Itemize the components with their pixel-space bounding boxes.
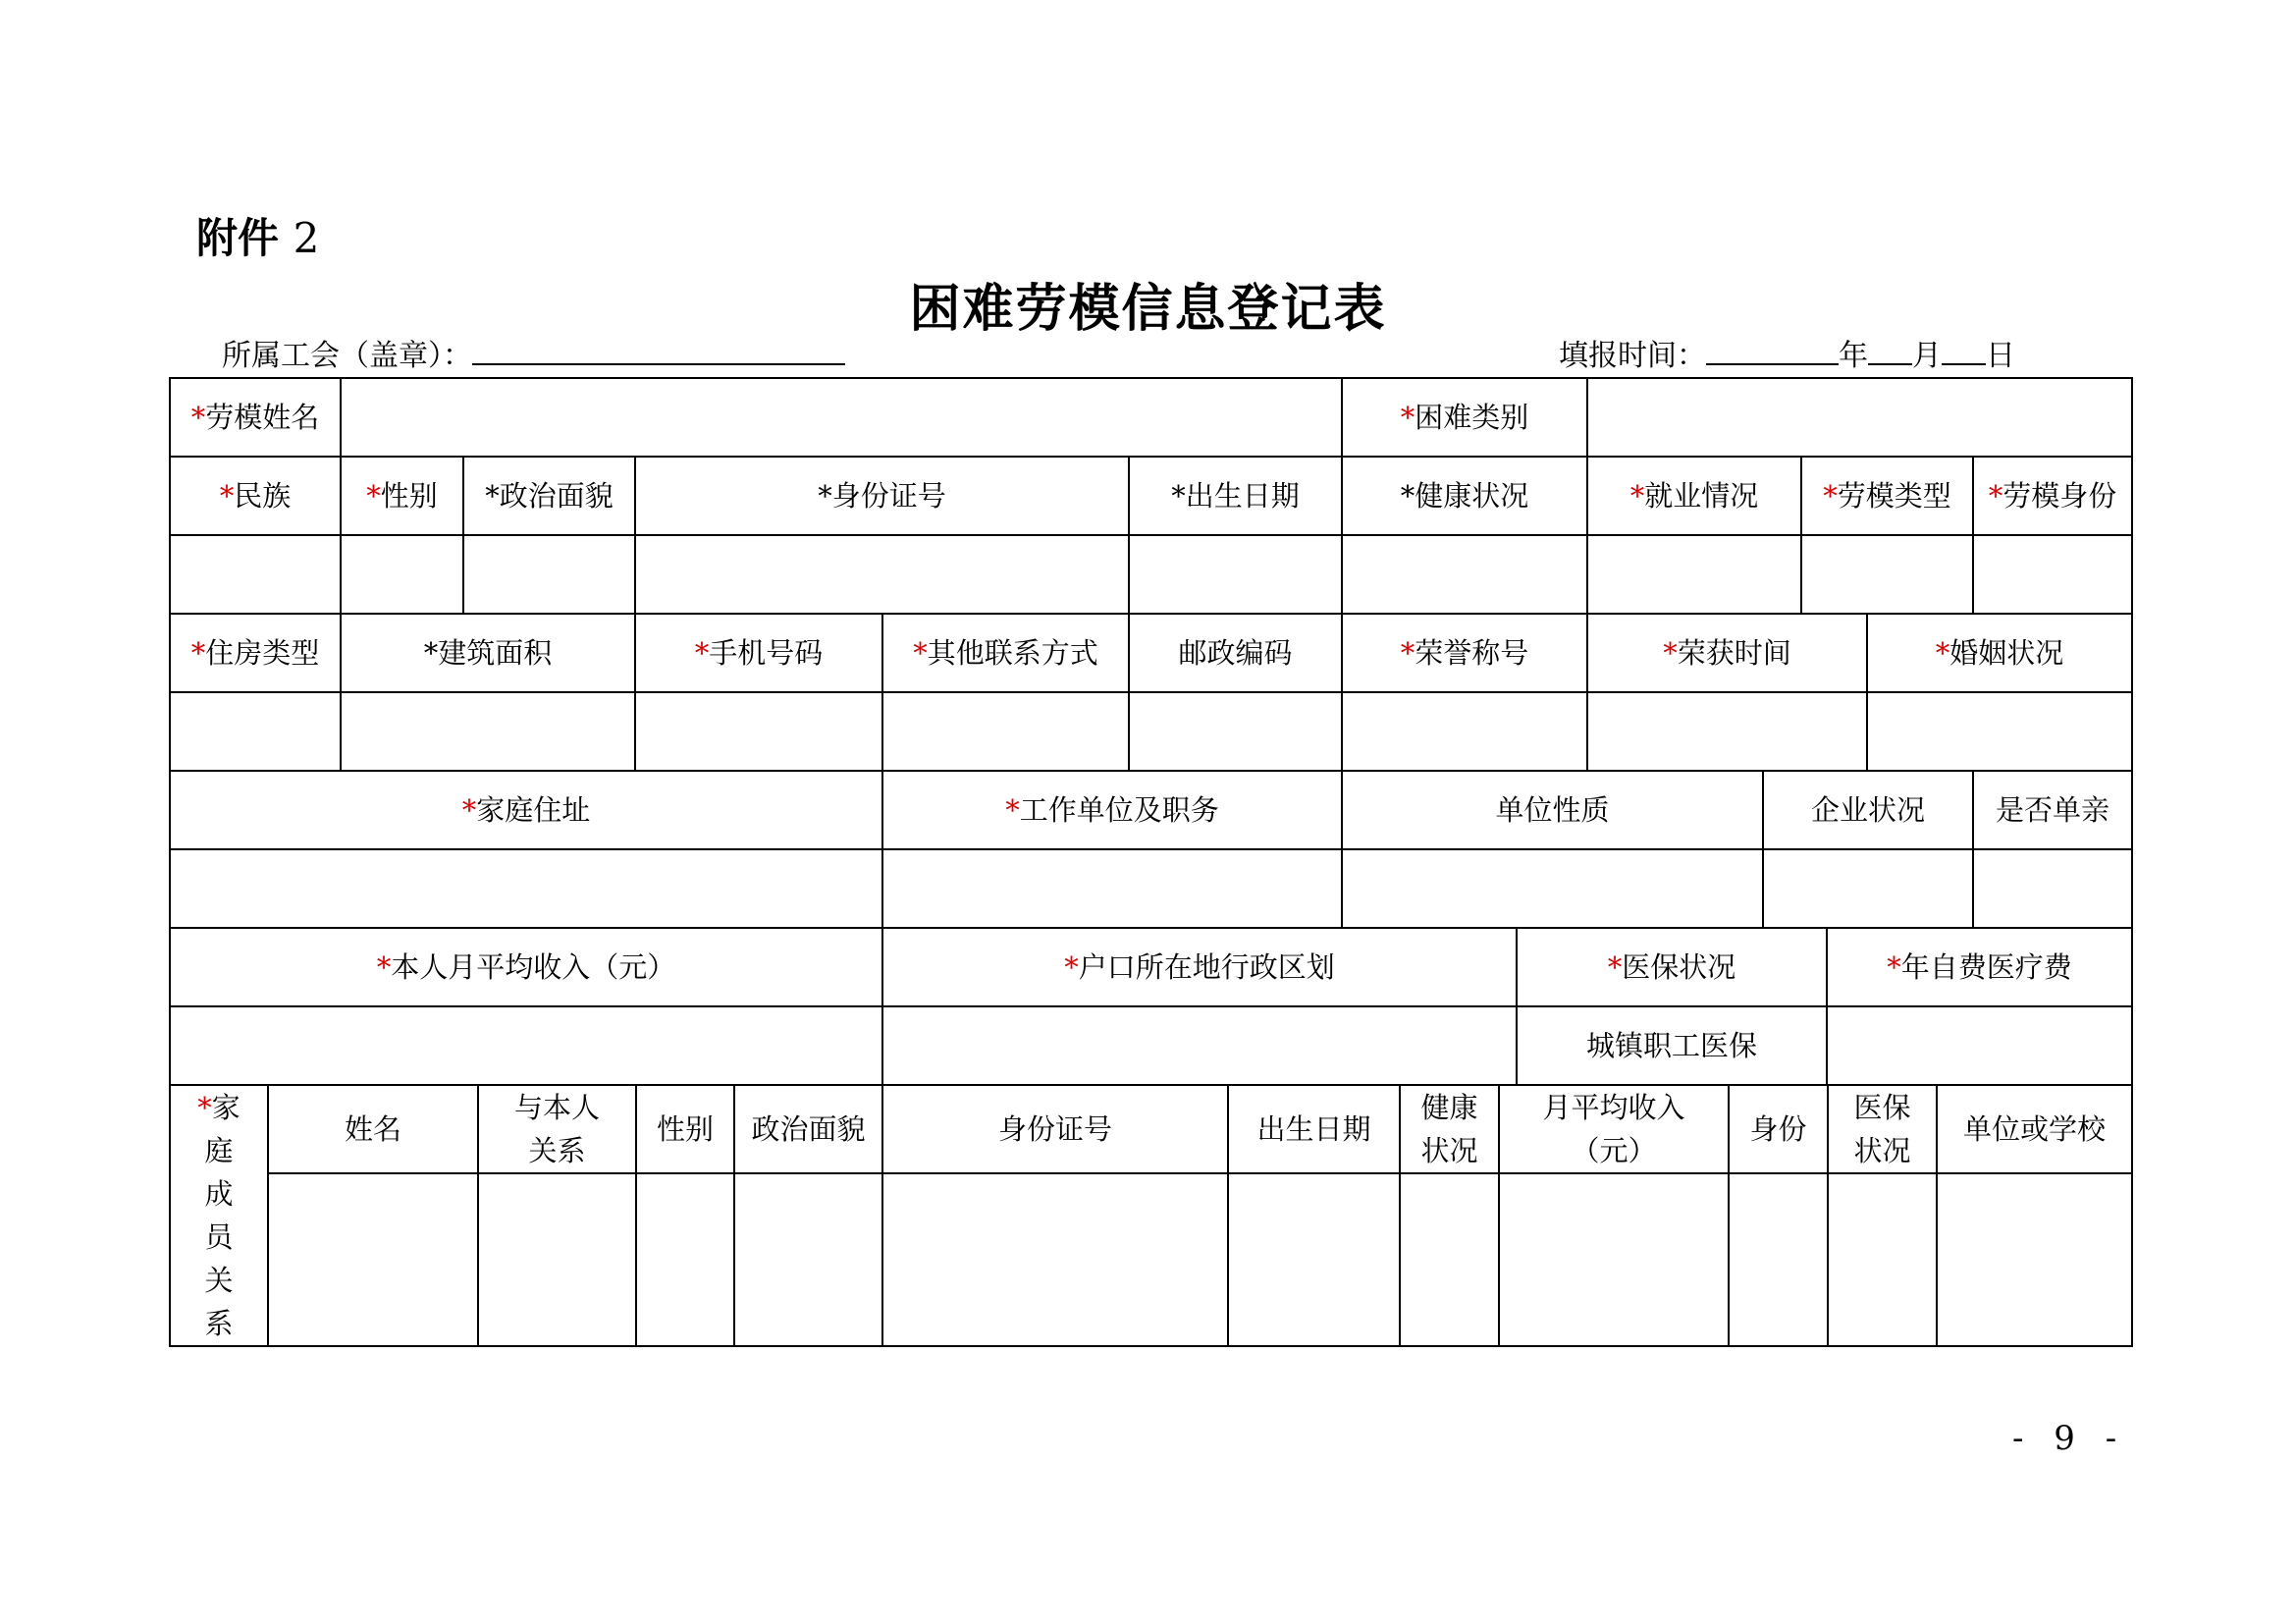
label-unit-nature: 单位性质 [1341,770,1764,850]
input-id-number[interactable] [634,534,1130,615]
family-header-relation: 与本人 关系 [477,1084,637,1174]
page-number: - 9 - [2012,1419,2127,1458]
input-postcode[interactable] [1128,691,1343,772]
family-input-relation[interactable] [477,1172,637,1347]
label-postcode: 邮政编码 [1128,613,1343,693]
label-honor-title: * 荣誉称号 [1341,613,1588,693]
input-birth-date[interactable] [1128,534,1343,615]
label-political: * 政治面貌 [462,456,636,536]
date-field: 填报时间： 年 月 日 [1559,334,2015,375]
label-ethnicity: * 民族 [169,456,342,536]
family-input-unit[interactable] [1936,1172,2133,1347]
input-health[interactable] [1341,534,1588,615]
label-model-status: * 劳模身份 [1972,456,2133,536]
family-input-political[interactable] [733,1172,883,1347]
family-input-health[interactable] [1399,1172,1500,1347]
family-header-name: 姓名 [267,1084,479,1174]
input-medical-insurance[interactable]: 城镇职工医保 [1516,1005,1828,1086]
input-enterprise-status[interactable] [1762,848,1974,929]
input-gender[interactable] [340,534,464,615]
family-header-insurance: 医保 状况 [1827,1084,1938,1174]
input-model-status[interactable] [1972,534,2133,615]
label-family-members: *家 庭 成 员 关 系 [169,1084,269,1347]
label-single-parent: 是否单亲 [1972,770,2133,850]
family-input-gender[interactable] [635,1172,735,1347]
union-field: 所属工会（盖章）： [222,334,845,375]
family-input-insurance[interactable] [1827,1172,1938,1347]
input-medical-cost[interactable] [1826,1005,2133,1086]
family-input-income[interactable] [1498,1172,1730,1347]
label-model-type: * 劳模类型 [1800,456,1974,536]
page-title: 困难劳模信息登记表 [909,279,1387,339]
family-header-birth: 出生日期 [1227,1084,1401,1174]
label-housing-type: * 住房类型 [169,613,342,693]
input-work-unit[interactable] [881,848,1343,929]
family-input-identity[interactable] [1728,1172,1829,1347]
family-header-political: 政治面貌 [733,1084,883,1174]
input-monthly-income[interactable] [169,1005,883,1086]
label-other-contact: * 其他联系方式 [881,613,1130,693]
family-input-name[interactable] [267,1172,479,1347]
label-honor-time: * 荣获时间 [1586,613,1868,693]
label-home-address: * 家庭住址 [169,770,883,850]
label-health: * 健康状况 [1341,456,1588,536]
input-difficulty-type[interactable] [1586,377,2133,458]
label-medical-insurance: * 医保状况 [1516,927,1828,1007]
label-difficulty-type: * 困难类别 [1341,377,1588,458]
family-header-health: 健康 状况 [1399,1084,1500,1174]
label-hukou-region: * 户口所在地行政区划 [881,927,1518,1007]
family-header-income: 月平均收入 （元） [1498,1084,1730,1174]
label-employment: * 就业情况 [1586,456,1802,536]
label-gender: * 性别 [340,456,464,536]
label-mobile: * 手机号码 [634,613,883,693]
input-ethnicity[interactable] [169,534,342,615]
input-model-type[interactable] [1800,534,1974,615]
input-honor-time[interactable] [1586,691,1868,772]
input-home-address[interactable] [169,848,883,929]
input-unit-nature[interactable] [1341,848,1764,929]
family-header-id-number: 身份证号 [881,1084,1229,1174]
input-housing-type[interactable] [169,691,342,772]
input-employment[interactable] [1586,534,1802,615]
family-input-birth[interactable] [1227,1172,1401,1347]
input-other-contact[interactable] [881,691,1130,772]
input-mobile[interactable] [634,691,883,772]
family-header-gender: 性别 [635,1084,735,1174]
label-floor-area: * 建筑面积 [340,613,636,693]
input-hukou-region[interactable] [881,1005,1518,1086]
family-header-unit: 单位或学校 [1936,1084,2133,1174]
attachment-label: 附件 2 [196,214,320,262]
input-honor-title[interactable] [1341,691,1588,772]
label-marriage: * 婚姻状况 [1866,613,2133,693]
family-input-id-number[interactable] [881,1172,1229,1347]
label-work-unit: * 工作单位及职务 [881,770,1343,850]
input-floor-area[interactable] [340,691,636,772]
input-single-parent[interactable] [1972,848,2133,929]
input-marriage[interactable] [1866,691,2133,772]
label-monthly-income: * 本人月平均收入（元） [169,927,883,1007]
label-enterprise-status: 企业状况 [1762,770,1974,850]
label-medical-cost: * 年自费医疗费 [1826,927,2133,1007]
family-header-identity: 身份 [1728,1084,1829,1174]
label-birth-date: * 出生日期 [1128,456,1343,536]
input-political[interactable] [462,534,636,615]
label-id-number: * 身份证号 [634,456,1130,536]
label-model-name: * 劳模姓名 [169,377,342,458]
input-model-name[interactable] [340,377,1343,458]
